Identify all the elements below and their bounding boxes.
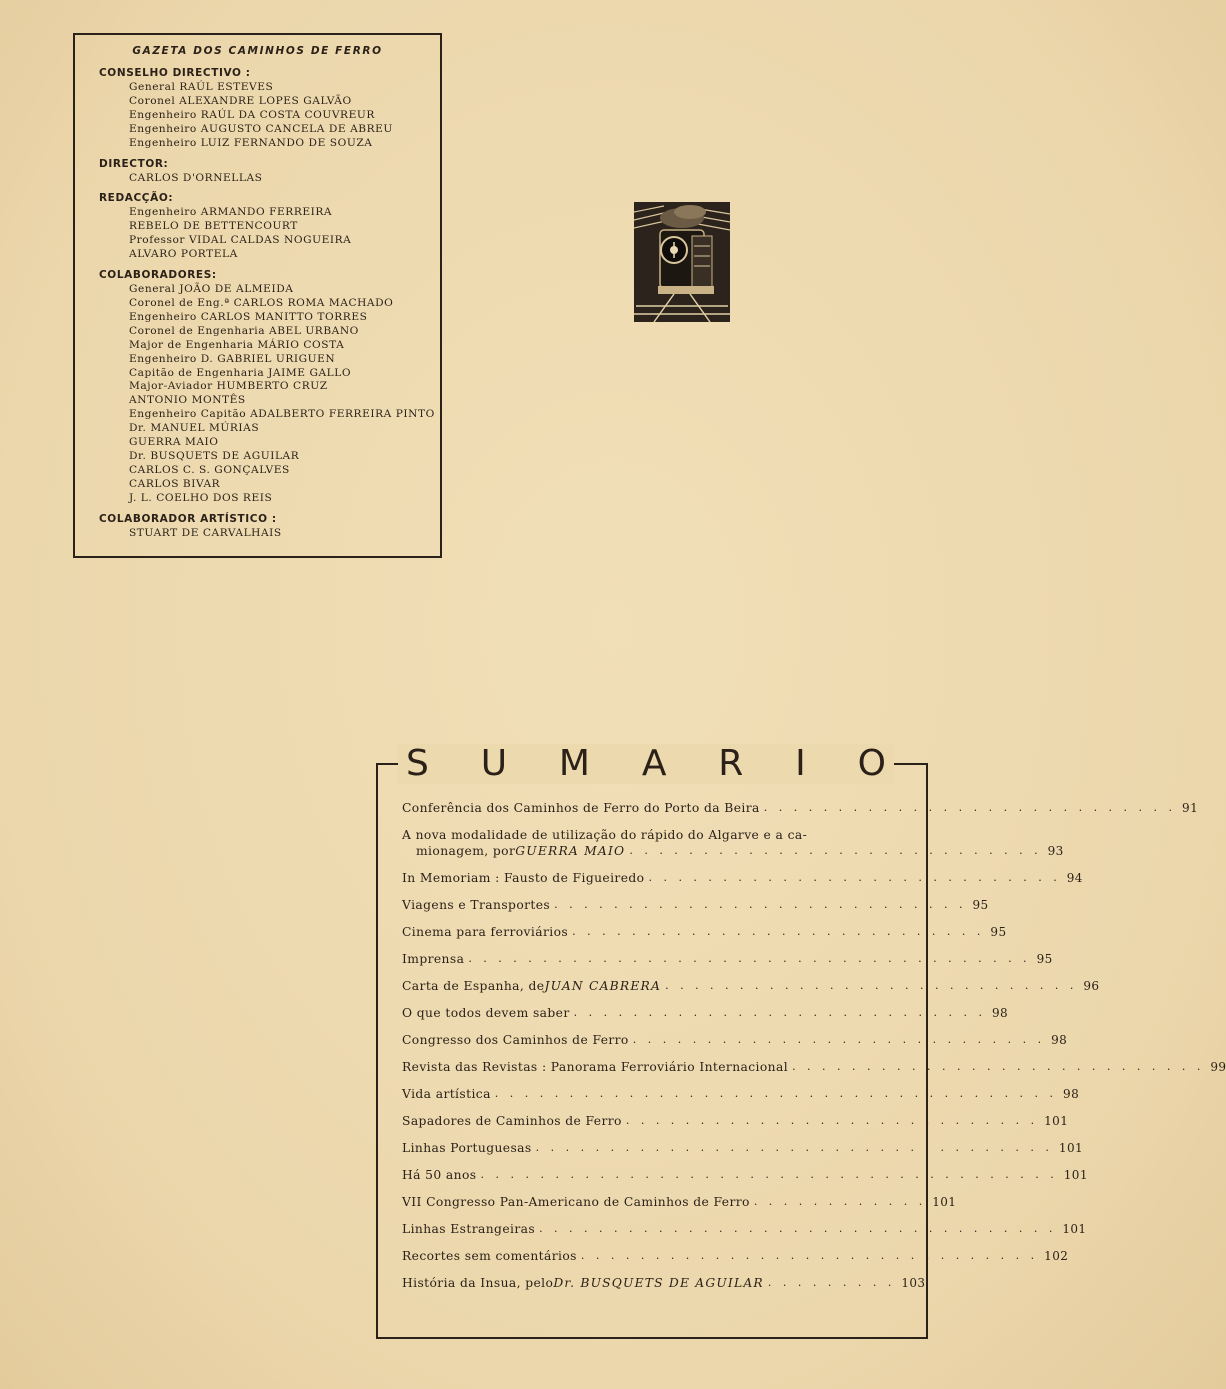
toc-entry-page: 95 <box>972 898 989 912</box>
title-letter: M <box>558 743 590 784</box>
staff-name: Capitão de Engenharia JAIME GALLO <box>129 366 352 379</box>
title-letter: A <box>641 743 667 784</box>
staff-name: J. L. COELHO DOS REIS <box>129 491 273 504</box>
toc-entry-page: 101 <box>1058 1141 1084 1155</box>
toc-entry <box>402 1221 1087 1237</box>
toc-entry <box>402 924 1007 940</box>
toc-entry-author: JUAN CABRERA <box>544 979 662 993</box>
section-heading: COLABORADORES: <box>99 269 217 282</box>
dot-leader: . . . . . . . . . . . . . . . . . . . . . . . . . . . . <box>763 801 1177 814</box>
staff-name: Coronel de Eng.ª CARLOS ROMA MACHADO <box>129 296 394 309</box>
toc-entry-title: Recortes sem comentários <box>402 1249 577 1263</box>
toc-entry-title: Sapadores de Caminhos de Ferro <box>402 1114 622 1128</box>
dot-leader: . . . . . . . . . . . . . . . . . . . . . . . . . . . . <box>573 1006 986 1019</box>
toc-entry <box>402 1275 926 1291</box>
conselho-directivo-list <box>129 81 440 151</box>
toc-entry-title: Congresso dos Caminhos de Ferro <box>402 1033 629 1047</box>
toc-entry <box>402 1059 1226 1075</box>
table-of-contents <box>402 800 1226 1291</box>
staff-name: Engenheiro Capitão ADALBERTO FERREIRA PINTO <box>129 408 435 421</box>
toc-entry-title: VII Congresso Pan-Americano de Caminhos de Ferro <box>402 1195 750 1209</box>
toc-entry-title: O que todos devem saber <box>402 1006 570 1020</box>
toc-entry <box>402 827 1064 859</box>
section-heading: CONSELHO DIRECTIVO : <box>99 67 251 79</box>
staff-name: ANTONIO MONTÊS <box>129 394 246 407</box>
staff-name: General JOÃO DE ALMEIDA <box>129 283 294 296</box>
staff-name: Engenheiro D. GABRIEL URIGUEN <box>129 352 336 365</box>
toc-entry-author: GUERRA MAIO <box>515 844 626 858</box>
toc-entry-title: Linhas Estrangeiras <box>402 1222 536 1236</box>
staff-name: GUERRA MAIO <box>129 436 219 449</box>
toc-entry-title: mionagem, por <box>416 844 516 858</box>
title-letter: O <box>857 743 886 784</box>
toc-entry-title: Conferência dos Caminhos de Ferro do Porto da Beira <box>402 801 760 815</box>
section-heading: REDACÇÃO: <box>99 192 174 205</box>
toc-entry-page: 95 <box>1036 952 1053 966</box>
staff-name: REBELO DE BETTENCOURT <box>129 220 298 233</box>
toc-entry-page: 98 <box>1051 1033 1068 1047</box>
toc-entry-page: 91 <box>1182 801 1199 815</box>
dot-leader: . . . . . . . . . . . . . . . . . . . . . . . . . . . . . . . . . . . . . . <box>494 1087 1058 1100</box>
staff-name: Engenheiro LUIZ FERNANDO DE SOUZA <box>129 136 373 149</box>
toc-entry-page: 95 <box>990 925 1007 939</box>
toc-entry <box>402 1086 1080 1102</box>
staff-name: Engenheiro CARLOS MANITTO TORRES <box>129 310 368 323</box>
staff-name: Dr. BUSQUETS DE AGUILAR <box>129 449 300 462</box>
staff-name: Engenheiro RAÚL DA COSTA COUVREUR <box>129 108 375 121</box>
toc-entry <box>402 1032 1068 1048</box>
toc-entry <box>402 870 1083 886</box>
dot-leader: . . . . . . . . . . . . . . . . . . . . . . . . . . . . . . . <box>580 1249 1039 1262</box>
dot-leader: . . . . . . . . . . . . . . . . . . . . . . . . . . . . . . . . . . . <box>535 1141 1053 1154</box>
toc-entry-page: 101 <box>932 1195 957 1209</box>
staff-name: Major de Engenharia MÁRIO COSTA <box>129 338 345 351</box>
toc-entry-title: Revista das Revistas : Panorama Ferroviário Internacional <box>402 1060 789 1074</box>
dot-leader: . . . . . . . . . . . . . . . . . . . . . . . . . . . . <box>629 844 1042 857</box>
toc-entry <box>402 897 989 913</box>
locomotive-woodcut-image <box>634 202 730 322</box>
toc-entry <box>402 1194 957 1210</box>
toc-entry <box>402 978 1100 994</box>
toc-entry-page: 99 <box>1210 1060 1226 1074</box>
dot-leader: . . . . . . . . . . . . . . . . . . . . . . . . . . . . <box>572 925 985 938</box>
toc-entry <box>402 1005 1009 1021</box>
toc-entry-author: Dr. BUSQUETS DE AGUILAR <box>553 1276 764 1290</box>
toc-entry-title: Há 50 anos <box>402 1168 477 1182</box>
redaccao-list <box>129 206 440 262</box>
section-heading: COLABORADOR ARTÍSTICO : <box>99 512 277 525</box>
toc-entry-title: Linhas Portuguesas <box>402 1141 532 1155</box>
section-heading: DIRECTOR: <box>99 157 169 170</box>
dot-leader: . . . . . . . . . . . . . . . . . . . . . . . . . . . . <box>625 1114 1039 1127</box>
staff-name: ALVARO PORTELA <box>129 248 238 261</box>
staff-name: Engenheiro ARMANDO FERREIRA <box>129 206 333 219</box>
masthead-title: GAZETA DOS CAMINHOS DE FERRO <box>132 45 383 57</box>
toc-entry-title: Viagens e Transportes <box>402 898 551 912</box>
dot-leader: . . . . . . . . . . . . . . . . . . . . . . . . . . . . . . . . . . . <box>539 1222 1057 1235</box>
toc-entry-page: 93 <box>1047 844 1064 858</box>
dot-leader: . . . . . . . . . . . . . . . . . . . . . . . . . . . . <box>665 979 1078 992</box>
colaboradores-list <box>129 283 440 506</box>
sumario-title <box>398 744 894 784</box>
dot-leader: . . . . . . . . . . . . . . . . . . . . . . . . . . . . <box>554 898 967 911</box>
staff-name: Professor VIDAL CALDAS NOGUEIRA <box>129 234 352 247</box>
staff-name: Coronel ALEXANDRE LOPES GALVÃO <box>129 94 352 107</box>
toc-entry-title: Vida artística <box>402 1087 491 1101</box>
staff-name: Dr. MANUEL MÚRIAS <box>129 422 260 435</box>
toc-entry-continuation <box>402 843 1064 859</box>
toc-entry <box>402 1167 1088 1183</box>
staff-name: STUART DE CARVALHAIS <box>129 526 282 539</box>
staff-name: CARLOS BIVAR <box>129 477 221 490</box>
toc-entry-page: 98 <box>991 1006 1009 1020</box>
toc-entry <box>402 951 1053 967</box>
masthead-box <box>73 33 442 558</box>
toc-entry <box>402 1113 1069 1129</box>
toc-entry-title: Carta de Espanha, de <box>402 979 545 993</box>
title-letter: I <box>795 743 806 784</box>
toc-entry-page: 101 <box>1063 1168 1088 1182</box>
director-list <box>129 172 440 186</box>
title-letter: S <box>406 743 429 784</box>
toc-entry-title: Cinema para ferroviários <box>402 925 569 939</box>
dot-leader: . . . . . . . . . . . . <box>753 1195 927 1208</box>
toc-entry-title: Imprensa <box>402 952 465 966</box>
toc-entry-page: 103 <box>901 1276 926 1290</box>
staff-name: CARLOS D'ORNELLAS <box>129 171 263 184</box>
toc-entry-page: 94 <box>1066 871 1083 885</box>
toc-entry <box>402 1248 1069 1264</box>
title-letter: U <box>480 743 508 784</box>
toc-entry <box>402 1140 1084 1156</box>
title-letter: R <box>718 743 744 784</box>
colaborador-artistico-list <box>129 527 440 541</box>
toc-entry-title: A nova modalidade de utilização do rápido do Algarve e a ca- <box>402 828 808 842</box>
toc-entry-title: História da Insua, pelo <box>402 1276 554 1290</box>
staff-name: Engenheiro AUGUSTO CANCELA DE ABREU <box>129 122 393 135</box>
toc-entry-page: 101 <box>1062 1222 1087 1236</box>
dot-leader: . . . . . . . . . . . . . . . . . . . . . . . . . . . . . . . . . . . . . . . <box>480 1168 1058 1181</box>
dot-leader: . . . . . . . . . . . . . . . . . . . . . . . . . . . . <box>648 871 1061 884</box>
toc-entry-page: 96 <box>1083 979 1100 993</box>
dot-leader: . . . . . . . . . <box>767 1276 896 1289</box>
staff-name: General RAÚL ESTEVES <box>129 81 274 93</box>
toc-entry <box>402 800 1199 816</box>
toc-entry-page: 101 <box>1044 1114 1069 1128</box>
dot-leader: . . . . . . . . . . . . . . . . . . . . . . . . . . . . <box>632 1033 1046 1046</box>
toc-entry-title: In Memoriam : Fausto de Figueiredo <box>402 871 645 885</box>
dot-leader: . . . . . . . . . . . . . . . . . . . . . . . . . . . . <box>792 1060 1205 1073</box>
dot-leader: . . . . . . . . . . . . . . . . . . . . . . . . . . . . . . . . . . . . . . <box>468 952 1031 965</box>
toc-entry-page: 102 <box>1044 1249 1069 1263</box>
toc-entry-page: 98 <box>1063 1087 1080 1101</box>
staff-name: CARLOS C. S. GONÇALVES <box>129 463 290 476</box>
staff-name: Coronel de Engenharia ABEL URBANO <box>129 324 359 337</box>
staff-name: Major-Aviador HUMBERTO CRUZ <box>129 380 328 393</box>
